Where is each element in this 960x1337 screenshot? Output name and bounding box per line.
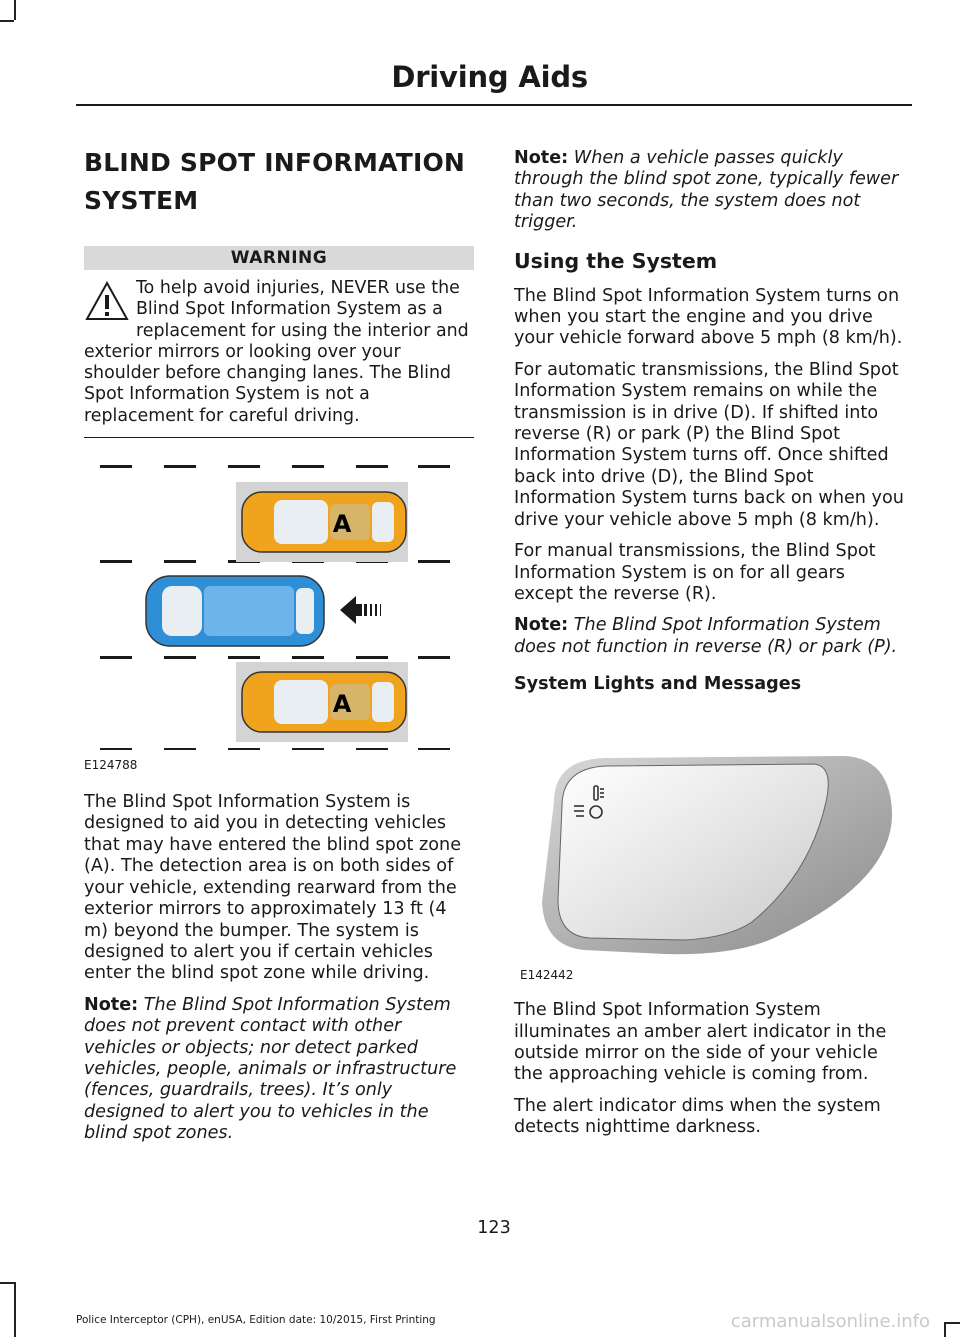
figure-code: E142442 [520, 968, 574, 983]
crop-mark [946, 1322, 960, 1324]
blue-car [146, 576, 324, 646]
note-text: When a vehicle passes quickly through the blind spot zone, typically fewer than two seconds, the system does not trigger. [514, 148, 899, 233]
section-heading-line1: BLIND SPOT INFORMATION [84, 148, 466, 177]
warning-text: To help avoid injuries, NEVER use the Blind Spot Information System as a replacement for using the interior and exterior mirrors or looking over your shoulder before changing lanes. The Blind Spot Information System is not a replacement for careful driving. [84, 278, 469, 426]
zone-label-bottom: A [332, 690, 352, 719]
note [84, 995, 474, 1145]
note-text: The Blind Spot Information System does not function in reverse (R) or park (P). [514, 615, 898, 657]
side-mirror-illustration [514, 742, 906, 982]
subsection-heading: System Lights and Messages [514, 674, 802, 695]
crop-mark [944, 1322, 946, 1337]
footer-edition: Police Interceptor (CPH), enUSA, Edition date: 10/2015, First Printing [76, 1314, 436, 1326]
right-column [514, 148, 906, 1139]
note-label: Note: [514, 148, 569, 168]
paragraph: The Blind Spot Information System turns on when you start the engine and you drive your vehicle forward above 5 mph (8 km/h). [514, 285, 903, 349]
approach-arrow-icon [340, 596, 381, 624]
warning-box [84, 278, 474, 438]
section-heading-line2: SYSTEM [84, 186, 199, 215]
section-heading [84, 148, 474, 216]
crop-mark [0, 1282, 14, 1284]
paragraph: The Blind Spot Information System is designed to aid you in detecting vehicles that may have entered the blind spot zone (A). The detection area is on both sides of your vehicle, extending rearward from the exterior mirrors to approximately 13 ft (4 m) beyond the bumper. The system is designed to alert you if certain vehicles enter the blind spot zone while driving. [84, 792, 462, 984]
note [514, 615, 906, 658]
crop-mark [14, 1282, 16, 1337]
subsection-heading: Using the System [514, 248, 718, 273]
page-number: 123 [477, 1218, 511, 1238]
paragraph: For automatic transmissions, the Blind Spot Information System remains on while the transmission is in drive (D). If shifted into reverse (R) or park (P) the Blind Spot Information System turns off. Once shifted back into drive (D), the Blind Spot Information System turns back on when you drive your vehicle above 5 mph (8 km/h). [514, 359, 904, 530]
header-rule [76, 104, 912, 106]
crop-mark [14, 0, 16, 20]
orange-car-bottom [242, 672, 406, 732]
crop-mark [0, 20, 14, 22]
note [514, 148, 906, 234]
note-text: The Blind Spot Information System does not prevent contact with other vehicles or objects; nor detect parked vehicles, people, animals or infrastructure (fences, guardrails, trees). It’s only designed to alert you to vehicles in the blind spot zones. [84, 994, 457, 1144]
warning-label: WARNING [84, 246, 474, 270]
paragraph: For manual transmissions, the Blind Spot Information System is on for all gears except the reverse (R). [514, 541, 876, 604]
watermark: carmanualsonline.info [730, 1311, 930, 1332]
note-label: Note: [84, 994, 139, 1015]
note-label: Note: [514, 615, 569, 636]
orange-car-top [242, 492, 406, 552]
figure-code: E124788 [84, 758, 138, 773]
paragraph: The Blind Spot Information System illuminates an amber alert indicator in the outside mirror on the side of your vehicle the approaching vehicle is coming from. [514, 1000, 887, 1085]
left-column [84, 140, 474, 1145]
page-header-title: Driving Aids [391, 60, 588, 94]
paragraph: The alert indicator dims when the system detects nighttime darkness. [514, 1095, 881, 1138]
zone-label-top: A [332, 510, 352, 539]
warning-triangle-icon [84, 280, 130, 322]
blind-spot-zone-diagram [84, 450, 474, 750]
